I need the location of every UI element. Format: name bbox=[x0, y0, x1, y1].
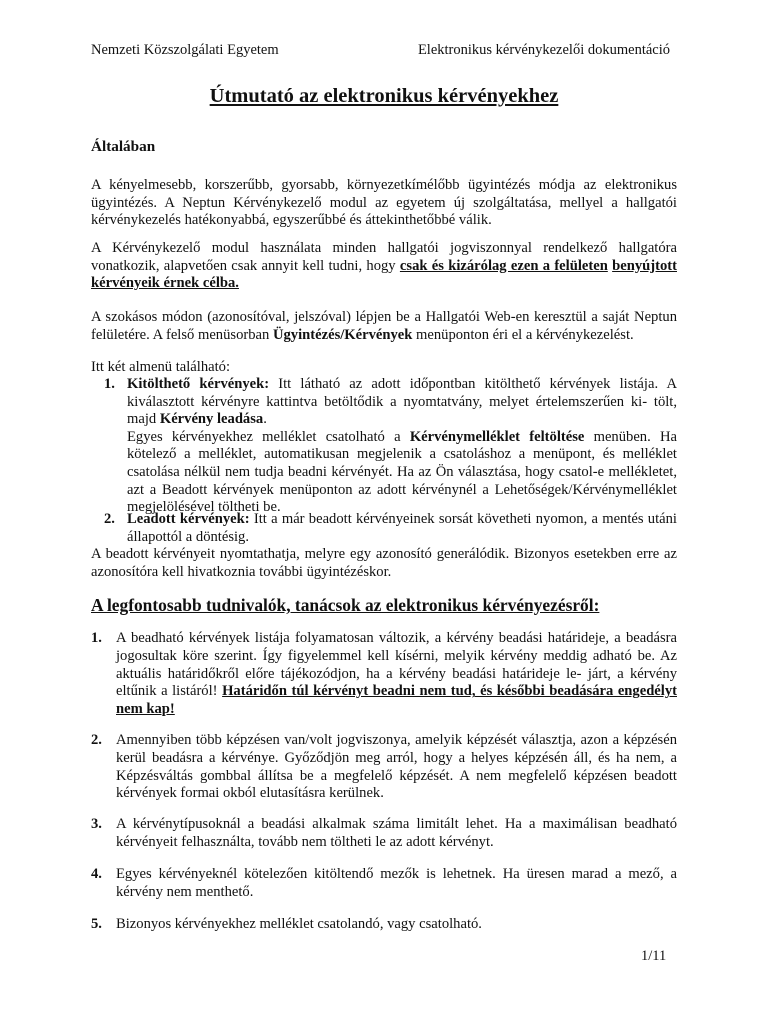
paragraph-login bbox=[91, 309, 677, 344]
list-item bbox=[104, 376, 677, 517]
list-item bbox=[104, 511, 677, 546]
text-run: Itt a már beadott kérvényeinek sorsát követheti nyomon, a mentés utáni állapottól a döntésig. bbox=[127, 511, 677, 545]
item-number: 3. bbox=[91, 816, 102, 832]
item-number: 5. bbox=[91, 916, 102, 932]
header-institution: Nemzeti Közszolgálati Egyetem bbox=[91, 42, 279, 58]
numbered-item bbox=[91, 916, 677, 934]
text-run: A Kérvénykezelő modul használata minden hallgatói jogviszonnyal rendelkező hallgatóra vonatkozik, alapvetően csak annyit kell tudni, hogy bbox=[91, 240, 677, 274]
numbered-item bbox=[91, 866, 677, 902]
item-body: Egyes kérvényeknél kötelezően kitöltendő mezők is lehetnek. Ha üresen marad a mező, a kérvény nem menthető. bbox=[116, 866, 677, 900]
item-body bbox=[116, 630, 677, 719]
item-number: 2. bbox=[91, 732, 102, 748]
text-run: . bbox=[263, 411, 267, 428]
list-number: 2. bbox=[104, 511, 115, 527]
list-item-body bbox=[127, 376, 677, 517]
text-run: A szokásos módon (azonosítóval, jelszóval) lépjen be a Hallgatói Web-en keresztül a saját Neptun felületére. A felső menüsorban bbox=[91, 309, 677, 343]
emphasis-text: benyújtott kérvényeik érnek célba. bbox=[91, 257, 677, 292]
numbered-item bbox=[91, 816, 677, 852]
text-run: Itt látható az adott időpontban kitölthető kérvények listája. A kiválasztott kérvényre kattintva betöltődik a nyomtatvány, melyet értelemszerűen ki- tölt, majd bbox=[127, 376, 677, 428]
text-run: Egyes kérvényekhez melléklet csatolható a bbox=[127, 428, 410, 445]
button-reference-text: Kérvény leadása bbox=[159, 411, 264, 428]
text-run: menüponton éri el a kérvénykezelést. bbox=[412, 326, 634, 343]
paragraph-intro: A kényelmesebb, korszerűbb, gyorsabb, környezetkímélőbb ügyintézés módja az elektronikus ügyintézés. A Neptun Kérvénykezelő modul az egyetem új szolgáltatása, mellyel a hallgatói kérvénykezelés hatékonyabbá, egyszerűbbé és áttekinthetőbbé válik. bbox=[91, 177, 677, 229]
list-term: Leadott kérvények: bbox=[127, 511, 250, 527]
section-heading-tips: A legfontosabb tudnivalók, tanácsok az elektronikus kérvényezésről: bbox=[91, 595, 600, 615]
item-body: Amennyiben több képzésen van/volt jogviszonya, amelyik képzését választja, azon a képzésén kerül beadásra a kérvénye. Győződjön meg arról, hogy a helyes képzésén áll, és ha nem, a Képzésváltás gombbal állítsa be a megfelelő képzését. A nem megfelelő képzésen beadott kérvények formai okból elutasításra kerülnek. bbox=[116, 732, 677, 802]
page-title: Útmutató az elektronikus kérvényekhez bbox=[209, 85, 559, 107]
text-run: A beadható kérvények listája folyamatosan változik, a kérvény beadási határideje, a beadásra jogosultak köre szerint. Így figyelemmel kell kísérni, melyik kérvény meddig adható be. Az aktuális határidőkről előre tájékozódjon, ha a kérvény beadási határideje le- járt, a kérvény eltűnik a listáról! bbox=[116, 630, 677, 700]
paragraph-submenus: Itt két almenü található: bbox=[91, 359, 230, 375]
paragraph-print: A beadott kérvényeit nyomtathatja, melyre egy azonosító generálódik. Bizonyos esetekben erre az azonosítóra kell hivatkoznia további ügyintézéskor. bbox=[91, 546, 677, 580]
paragraph-module-usage bbox=[91, 240, 677, 293]
item-body: Bizonyos kérvényekhez melléklet csatolandó, vagy csatolható. bbox=[116, 916, 482, 932]
list-number: 1. bbox=[104, 376, 115, 392]
list-term: Kitölthető kérvények: bbox=[127, 376, 270, 392]
list-item-body bbox=[127, 511, 677, 546]
page-number: 1/11 bbox=[641, 948, 667, 964]
header-doc-title: Elektronikus kérvénykezelői dokumentáció bbox=[417, 42, 670, 58]
item-number: 1. bbox=[91, 630, 102, 646]
text-run: menüben. Ha kötelező a melléklet, automatikusan megjelenik a csatoláshoz a menüpont, és melléklet csatolása nélkül nem tudja beadni kérvényét. Ha az Ön választása, hogy csatol-e mellékletet, azt a Beadott kérvények menüponton az adott kérvénynél a Lehetőségek/Kérvénymelléklet megjelölésével töltheti be. bbox=[127, 428, 677, 516]
item-number: 4. bbox=[91, 866, 102, 882]
emphasis-text: csak és kizárólag ezen a felületen bbox=[399, 257, 608, 274]
item-body: A kérvénytípusoknál a beadási alkalmak száma limitált lehet. Ha a maximálisan beadható kérvényeit felhasználta, tovább nem töltheti le az adott kérvényt. bbox=[116, 816, 677, 850]
numbered-item bbox=[91, 732, 677, 803]
emphasis-text: Határidőn túl kérvényt beadni nem tud, és későbbi beadására engedélyt nem kap! bbox=[116, 683, 677, 718]
section-heading-general: Általában bbox=[91, 138, 156, 155]
menu-reference-text: Kérvénymelléklet feltöltése bbox=[409, 428, 585, 445]
menu-path-text: Ügyintézés/Kérvények bbox=[272, 326, 413, 343]
numbered-item bbox=[91, 630, 677, 719]
